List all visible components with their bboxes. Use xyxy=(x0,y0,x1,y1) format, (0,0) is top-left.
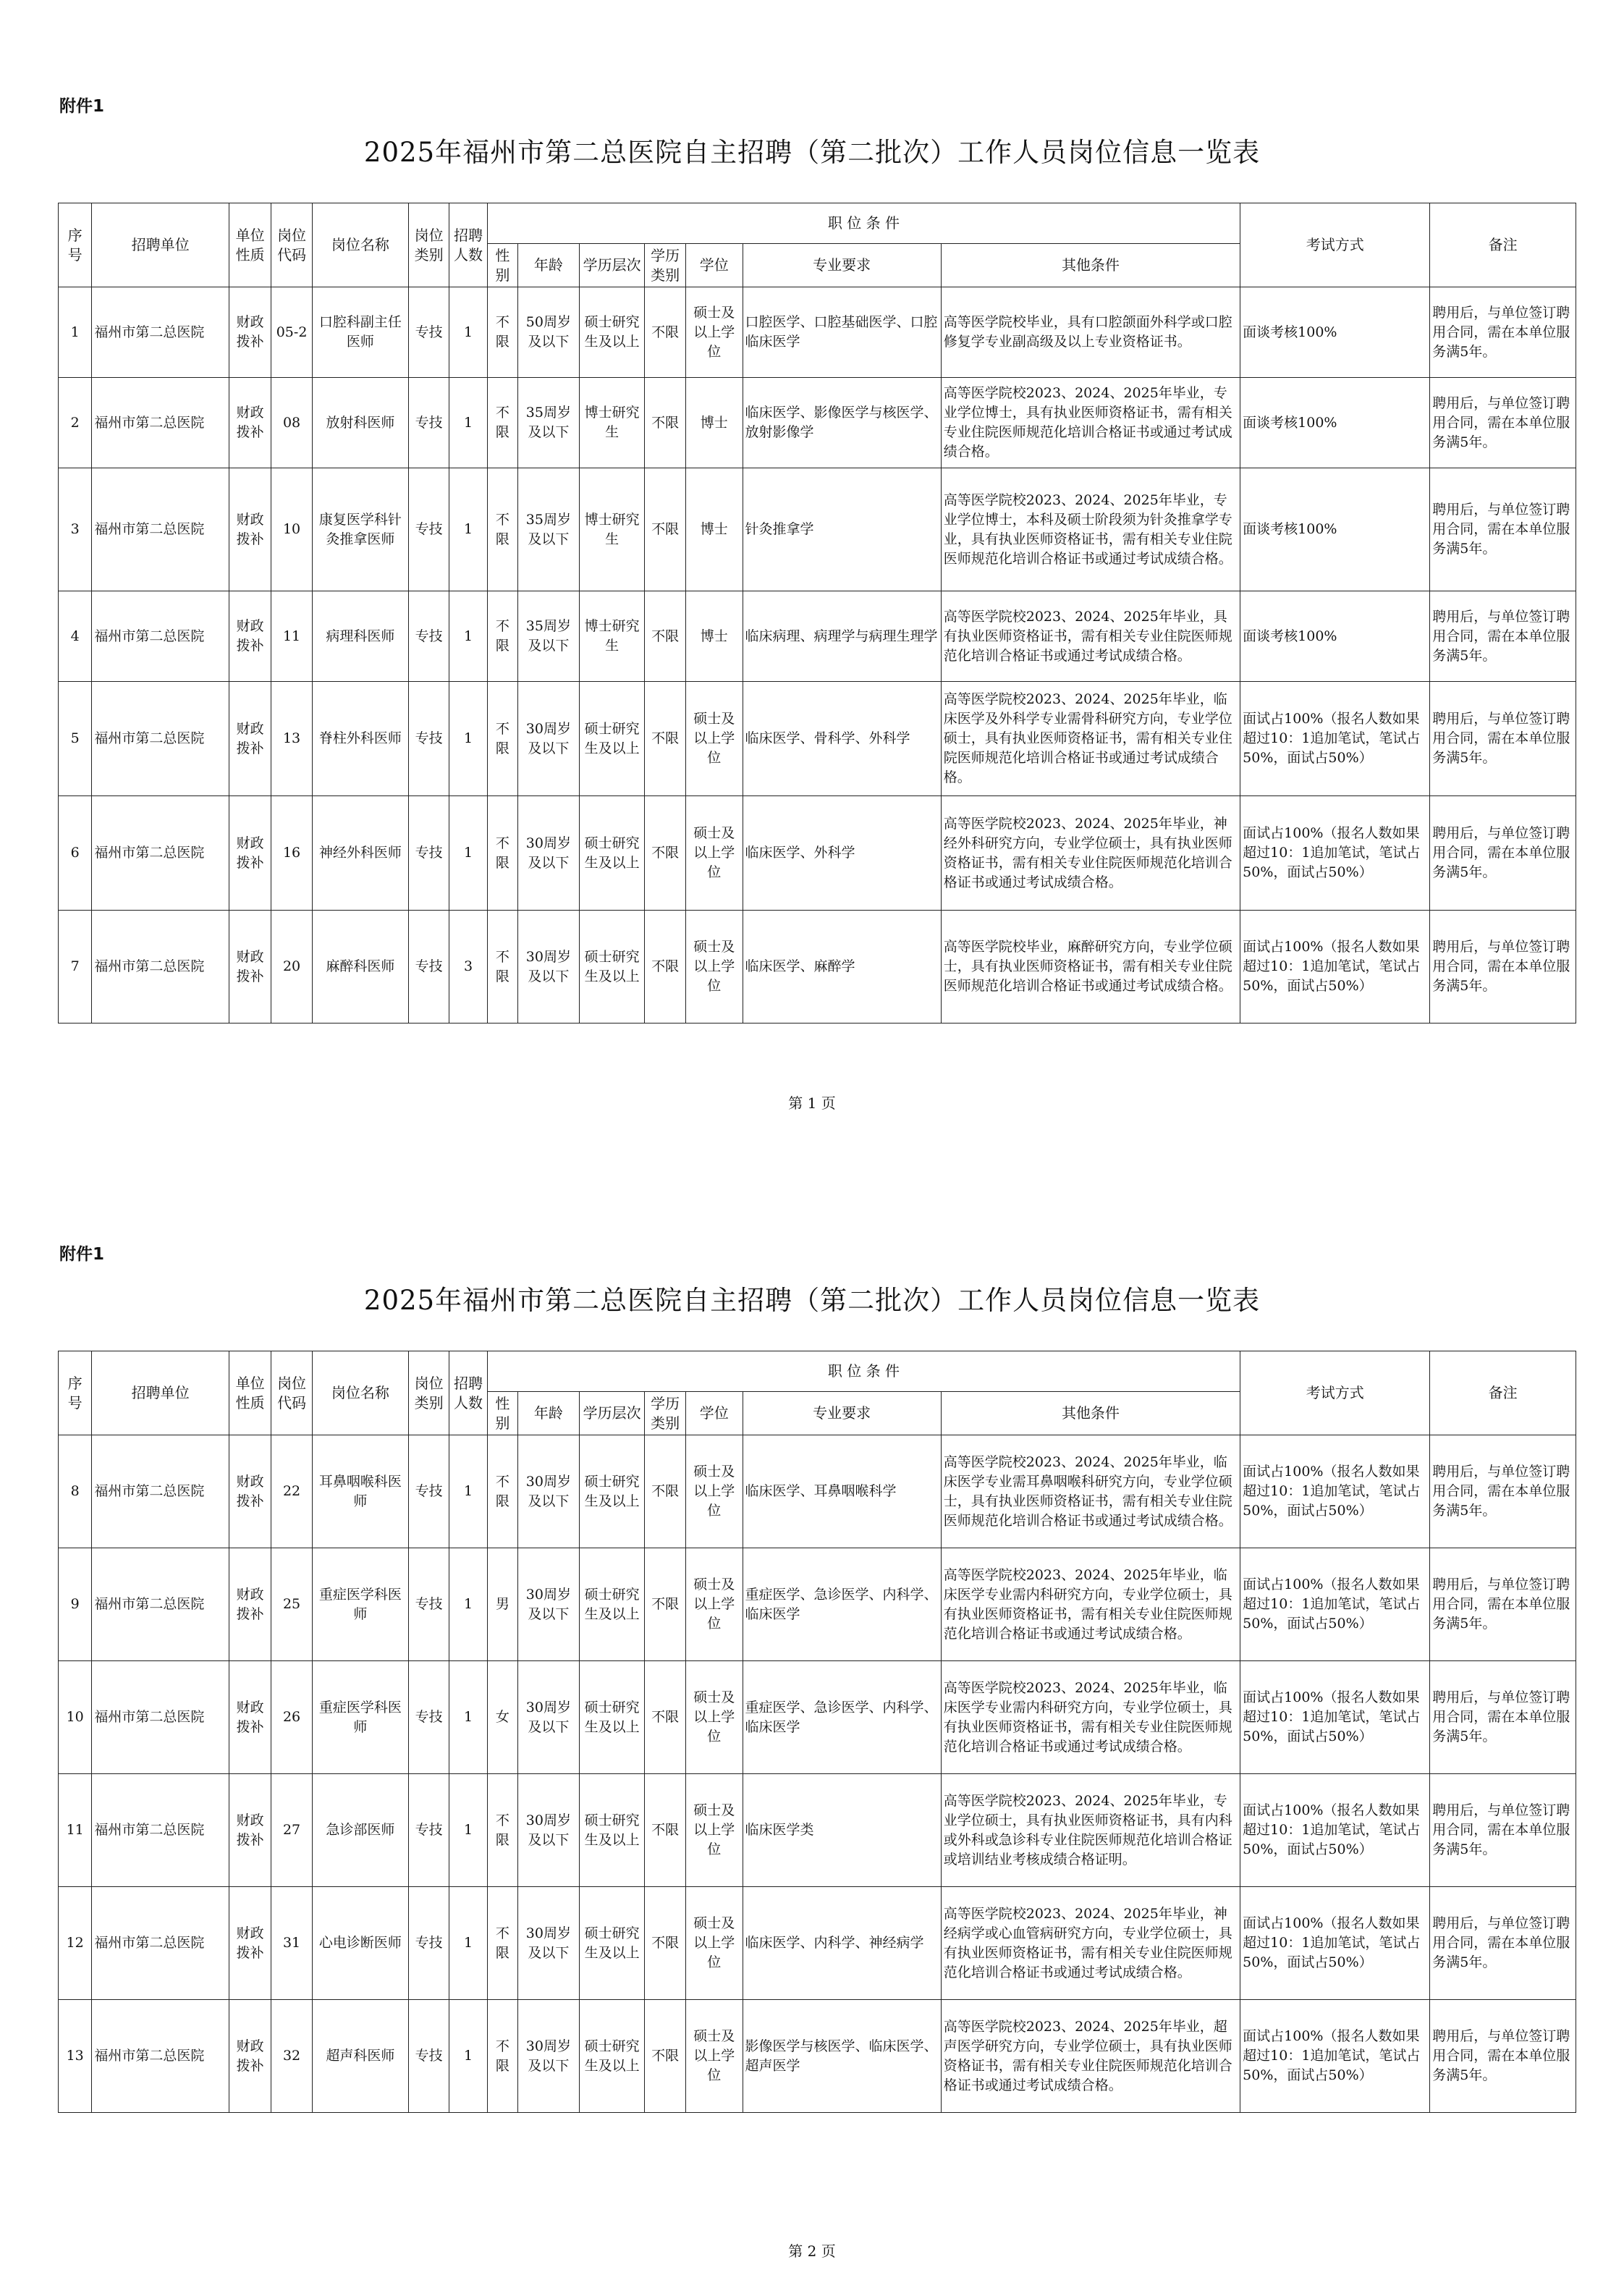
cell-post: 重症医学科医师 xyxy=(312,1548,408,1661)
cell-edu: 硕士研究生及以上 xyxy=(579,911,645,1024)
attachment-label: 附件1 xyxy=(59,97,105,116)
cell-no: 4 xyxy=(59,591,92,682)
cell-age: 30周岁及以下 xyxy=(518,1887,580,2000)
cell-gender: 女 xyxy=(487,1661,517,1774)
cell-other: 高等医学院校2023、2024、2025年毕业，超声医学研究方向，专业学位硕士，具有执业医师资格证书，需有相关专业住院医师规范化培训合格证书或通过考试成绩合格。 xyxy=(941,2000,1240,2113)
header-no: 序号 xyxy=(59,1351,92,1435)
header-gender: 性别 xyxy=(487,244,517,287)
cell-count: 1 xyxy=(449,591,487,682)
cell-gender: 男 xyxy=(487,1548,517,1661)
cell-gender: 不限 xyxy=(487,1435,517,1548)
cell-category: 专技 xyxy=(408,1548,449,1661)
header-edu-type: 学历类别 xyxy=(645,1392,685,1435)
cell-code: 27 xyxy=(271,1774,312,1887)
header-conditions: 职 位 条 件 xyxy=(487,203,1240,244)
cell-count: 1 xyxy=(449,378,487,468)
cell-age: 30周岁及以下 xyxy=(518,1661,580,1774)
header-remark: 备注 xyxy=(1430,1351,1576,1435)
cell-gender: 不限 xyxy=(487,2000,517,2113)
header-exam: 考试方式 xyxy=(1240,1351,1430,1435)
cell-post: 麻醉科医师 xyxy=(312,911,408,1024)
cell-post: 耳鼻咽喉科医师 xyxy=(312,1435,408,1548)
header-edu: 学历层次 xyxy=(579,1392,645,1435)
table-row xyxy=(59,287,1576,378)
cell-unit: 福州市第二总医院 xyxy=(92,1548,229,1661)
cell-exam: 面谈考核100% xyxy=(1240,468,1430,591)
cell-code: 20 xyxy=(271,911,312,1024)
cell-other: 高等医学院校毕业，具有口腔颌面外科学或口腔修复学专业副高级及以上专业资格证书。 xyxy=(941,287,1240,378)
cell-no: 7 xyxy=(59,911,92,1024)
cell-code: 10 xyxy=(271,468,312,591)
cell-code: 08 xyxy=(271,378,312,468)
cell-edu-type: 不限 xyxy=(645,1661,685,1774)
cell-nature: 财政拨补 xyxy=(229,911,271,1024)
cell-nature: 财政拨补 xyxy=(229,591,271,682)
header-post: 岗位名称 xyxy=(312,203,408,287)
cell-post: 超声科医师 xyxy=(312,2000,408,2113)
cell-count: 1 xyxy=(449,287,487,378)
cell-exam: 面试占100%（报名人数如果超过10：1追加笔试，笔试占50%，面试占50%） xyxy=(1240,796,1430,911)
cell-remark: 聘用后，与单位签订聘用合同，需在本单位服务满5年。 xyxy=(1430,1774,1576,1887)
header-major: 专业要求 xyxy=(743,1392,941,1435)
cell-nature: 财政拨补 xyxy=(229,796,271,911)
cell-remark: 聘用后，与单位签订聘用合同，需在本单位服务满5年。 xyxy=(1430,911,1576,1024)
cell-unit: 福州市第二总医院 xyxy=(92,1774,229,1887)
cell-degree: 硕士及以上学位 xyxy=(685,1774,743,1887)
cell-gender: 不限 xyxy=(487,1887,517,2000)
cell-nature: 财政拨补 xyxy=(229,1774,271,1887)
cell-other: 高等医学院校2023、2024、2025年毕业，专业学位博士，本科及硕士阶段须为针灸推拿学专业，具有执业医师资格证书，需有相关专业住院医师规范化培训合格证书或通过考试成绩合格。 xyxy=(941,468,1240,591)
header-nature: 单位性质 xyxy=(229,203,271,287)
cell-category: 专技 xyxy=(408,287,449,378)
cell-count: 3 xyxy=(449,911,487,1024)
cell-code: 05-2 xyxy=(271,287,312,378)
header-count: 招聘人数 xyxy=(449,1351,487,1435)
header-category: 岗位类别 xyxy=(408,1351,449,1435)
cell-unit: 福州市第二总医院 xyxy=(92,378,229,468)
table-row xyxy=(59,911,1576,1024)
cell-gender: 不限 xyxy=(487,1774,517,1887)
cell-degree: 硕士及以上学位 xyxy=(685,287,743,378)
cell-edu: 硕士研究生及以上 xyxy=(579,287,645,378)
cell-edu-type: 不限 xyxy=(645,378,685,468)
cell-major: 重症医学、急诊医学、内科学、临床医学 xyxy=(743,1661,941,1774)
cell-post: 康复医学科针灸推拿医师 xyxy=(312,468,408,591)
cell-no: 2 xyxy=(59,378,92,468)
cell-edu-type: 不限 xyxy=(645,1887,685,2000)
header-degree: 学位 xyxy=(685,1392,743,1435)
cell-degree: 硕士及以上学位 xyxy=(685,1887,743,2000)
cell-edu: 硕士研究生及以上 xyxy=(579,1774,645,1887)
cell-other: 高等医学院校2023、2024、2025年毕业，临床医学专业需内科研究方向，专业学位硕士，具有执业医师资格证书，需有相关专业住院医师规范化培训合格证书或通过考试成绩合格。 xyxy=(941,1661,1240,1774)
cell-code: 31 xyxy=(271,1887,312,2000)
cell-age: 30周岁及以下 xyxy=(518,1548,580,1661)
cell-post: 脊柱外科医师 xyxy=(312,682,408,796)
cell-major: 重症医学、急诊医学、内科学、临床医学 xyxy=(743,1548,941,1661)
cell-edu-type: 不限 xyxy=(645,1435,685,1548)
cell-count: 1 xyxy=(449,1887,487,2000)
cell-category: 专技 xyxy=(408,911,449,1024)
cell-other: 高等医学院校2023、2024、2025年毕业，专业学位硕士，具有执业医师资格证书，具有内科或外科或急诊科专业住院医师规范化培训合格证或培训结业考核成绩合格证明。 xyxy=(941,1774,1240,1887)
cell-edu: 硕士研究生及以上 xyxy=(579,682,645,796)
cell-gender: 不限 xyxy=(487,591,517,682)
cell-category: 专技 xyxy=(408,1435,449,1548)
cell-age: 30周岁及以下 xyxy=(518,911,580,1024)
cell-post: 放射科医师 xyxy=(312,378,408,468)
table-row xyxy=(59,2000,1576,2113)
header-no: 序号 xyxy=(59,203,92,287)
cell-unit: 福州市第二总医院 xyxy=(92,468,229,591)
cell-no: 12 xyxy=(59,1887,92,2000)
table-row xyxy=(59,468,1576,591)
cell-gender: 不限 xyxy=(487,911,517,1024)
cell-no: 11 xyxy=(59,1774,92,1887)
cell-other: 高等医学院校2023、2024、2025年毕业，临床医学专业需耳鼻咽喉科研究方向，专业学位硕士，具有执业医师资格证书，需有相关专业住院医师规范化培训合格证书或通过考试成绩合格。 xyxy=(941,1435,1240,1548)
cell-gender: 不限 xyxy=(487,796,517,911)
cell-category: 专技 xyxy=(408,2000,449,2113)
cell-nature: 财政拨补 xyxy=(229,682,271,796)
cell-major: 口腔医学、口腔基础医学、口腔临床医学 xyxy=(743,287,941,378)
cell-exam: 面试占100%（报名人数如果超过10：1追加笔试，笔试占50%，面试占50%） xyxy=(1240,1661,1430,1774)
header-remark: 备注 xyxy=(1430,203,1576,287)
cell-count: 1 xyxy=(449,1435,487,1548)
cell-edu: 博士研究生 xyxy=(579,591,645,682)
header-edu-type: 学历类别 xyxy=(645,244,685,287)
cell-degree: 博士 xyxy=(685,468,743,591)
table-row xyxy=(59,1435,1576,1548)
table-row xyxy=(59,378,1576,468)
header-gender: 性别 xyxy=(487,1392,517,1435)
cell-age: 30周岁及以下 xyxy=(518,682,580,796)
cell-remark: 聘用后，与单位签订聘用合同，需在本单位服务满5年。 xyxy=(1430,796,1576,911)
cell-edu: 硕士研究生及以上 xyxy=(579,2000,645,2113)
cell-degree: 硕士及以上学位 xyxy=(685,796,743,911)
cell-no: 1 xyxy=(59,287,92,378)
cell-code: 13 xyxy=(271,682,312,796)
cell-no: 10 xyxy=(59,1661,92,1774)
header-edu: 学历层次 xyxy=(579,244,645,287)
cell-degree: 硕士及以上学位 xyxy=(685,682,743,796)
cell-other: 高等医学院校2023、2024、2025年毕业，专业学位博士，具有执业医师资格证书，需有相关专业住院医师规范化培训合格证书或通过考试成绩合格。 xyxy=(941,378,1240,468)
cell-edu-type: 不限 xyxy=(645,287,685,378)
cell-nature: 财政拨补 xyxy=(229,2000,271,2113)
positions-table xyxy=(58,203,1576,1024)
cell-age: 35周岁及以下 xyxy=(518,378,580,468)
cell-unit: 福州市第二总医院 xyxy=(92,1435,229,1548)
cell-edu-type: 不限 xyxy=(645,2000,685,2113)
cell-exam: 面试占100%（报名人数如果超过10：1追加笔试，笔试占50%，面试占50%） xyxy=(1240,1548,1430,1661)
cell-category: 专技 xyxy=(408,378,449,468)
cell-unit: 福州市第二总医院 xyxy=(92,1661,229,1774)
cell-unit: 福州市第二总医院 xyxy=(92,2000,229,2113)
cell-edu-type: 不限 xyxy=(645,682,685,796)
table-row xyxy=(59,682,1576,796)
cell-remark: 聘用后，与单位签订聘用合同，需在本单位服务满5年。 xyxy=(1430,2000,1576,2113)
header-code: 岗位代码 xyxy=(271,1351,312,1435)
cell-exam: 面试占100%（报名人数如果超过10：1追加笔试，笔试占50%，面试占50%） xyxy=(1240,1887,1430,2000)
header-post: 岗位名称 xyxy=(312,1351,408,1435)
header-category: 岗位类别 xyxy=(408,203,449,287)
cell-major: 临床医学、内科学、神经病学 xyxy=(743,1887,941,2000)
cell-gender: 不限 xyxy=(487,682,517,796)
cell-no: 5 xyxy=(59,682,92,796)
cell-major: 临床病理、病理学与病理生理学 xyxy=(743,591,941,682)
cell-count: 1 xyxy=(449,796,487,911)
cell-age: 30周岁及以下 xyxy=(518,2000,580,2113)
cell-edu: 博士研究生 xyxy=(579,468,645,591)
cell-count: 1 xyxy=(449,1548,487,1661)
cell-exam: 面试占100%（报名人数如果超过10：1追加笔试，笔试占50%，面试占50%） xyxy=(1240,1774,1430,1887)
cell-degree: 硕士及以上学位 xyxy=(685,1661,743,1774)
header-other: 其他条件 xyxy=(941,244,1240,287)
positions-table xyxy=(58,1351,1576,2113)
cell-nature: 财政拨补 xyxy=(229,378,271,468)
cell-major: 临床医学、骨科学、外科学 xyxy=(743,682,941,796)
cell-other: 高等医学院校2023、2024、2025年毕业，临床医学专业需内科研究方向，专业学位硕士，具有执业医师资格证书，需有相关专业住院医师规范化培训合格证书或通过考试成绩合格。 xyxy=(941,1548,1240,1661)
cell-category: 专技 xyxy=(408,682,449,796)
attachment-label: 附件1 xyxy=(59,1245,105,1264)
cell-major: 临床医学、麻醉学 xyxy=(743,911,941,1024)
cell-no: 13 xyxy=(59,2000,92,2113)
cell-post: 重症医学科医师 xyxy=(312,1661,408,1774)
cell-edu-type: 不限 xyxy=(645,1774,685,1887)
cell-gender: 不限 xyxy=(487,287,517,378)
cell-no: 8 xyxy=(59,1435,92,1548)
page-number: 第 1 页 xyxy=(788,1094,836,1112)
cell-unit: 福州市第二总医院 xyxy=(92,287,229,378)
table-row xyxy=(59,796,1576,911)
header-other: 其他条件 xyxy=(941,1392,1240,1435)
cell-code: 22 xyxy=(271,1435,312,1548)
cell-other: 高等医学院校2023、2024、2025年毕业，临床医学及外科学专业需骨科研究方向，专业学位硕士，具有执业医师资格证书，需有相关专业住院医师规范化培训合格证书或通过考试成绩合格。 xyxy=(941,682,1240,796)
cell-edu-type: 不限 xyxy=(645,468,685,591)
header-unit: 招聘单位 xyxy=(92,1351,229,1435)
cell-edu: 硕士研究生及以上 xyxy=(579,796,645,911)
header-unit: 招聘单位 xyxy=(92,203,229,287)
cell-major: 临床医学、影像医学与核医学、放射影像学 xyxy=(743,378,941,468)
cell-degree: 硕士及以上学位 xyxy=(685,1435,743,1548)
page-title: 2025年福州市第二总医院自主招聘（第二批次）工作人员岗位信息一览表 xyxy=(363,137,1261,168)
cell-no: 3 xyxy=(59,468,92,591)
cell-post: 病理科医师 xyxy=(312,591,408,682)
cell-remark: 聘用后，与单位签订聘用合同，需在本单位服务满5年。 xyxy=(1430,1661,1576,1774)
cell-edu-type: 不限 xyxy=(645,591,685,682)
header-major: 专业要求 xyxy=(743,244,941,287)
header-age: 年龄 xyxy=(518,244,580,287)
header-nature: 单位性质 xyxy=(229,1351,271,1435)
cell-age: 35周岁及以下 xyxy=(518,468,580,591)
cell-remark: 聘用后，与单位签订聘用合同，需在本单位服务满5年。 xyxy=(1430,1548,1576,1661)
cell-major: 临床医学、外科学 xyxy=(743,796,941,911)
cell-exam: 面试占100%（报名人数如果超过10：1追加笔试，笔试占50%，面试占50%） xyxy=(1240,682,1430,796)
cell-edu: 博士研究生 xyxy=(579,378,645,468)
page-title: 2025年福州市第二总医院自主招聘（第二批次）工作人员岗位信息一览表 xyxy=(363,1285,1261,1316)
cell-edu: 硕士研究生及以上 xyxy=(579,1661,645,1774)
cell-edu-type: 不限 xyxy=(645,1548,685,1661)
header-conditions: 职 位 条 件 xyxy=(487,1351,1240,1392)
header-count: 招聘人数 xyxy=(449,203,487,287)
cell-exam: 面谈考核100% xyxy=(1240,591,1430,682)
cell-other: 高等医学院校2023、2024、2025年毕业，具有执业医师资格证书，需有相关专业住院医师规范化培训合格证书或通过考试成绩合格。 xyxy=(941,591,1240,682)
cell-unit: 福州市第二总医院 xyxy=(92,911,229,1024)
cell-category: 专技 xyxy=(408,468,449,591)
cell-code: 25 xyxy=(271,1548,312,1661)
cell-category: 专技 xyxy=(408,796,449,911)
cell-nature: 财政拨补 xyxy=(229,1661,271,1774)
cell-major: 临床医学、耳鼻咽喉科学 xyxy=(743,1435,941,1548)
cell-nature: 财政拨补 xyxy=(229,1435,271,1548)
cell-unit: 福州市第二总医院 xyxy=(92,796,229,911)
cell-remark: 聘用后，与单位签订聘用合同，需在本单位服务满5年。 xyxy=(1430,591,1576,682)
cell-nature: 财政拨补 xyxy=(229,1887,271,2000)
cell-no: 9 xyxy=(59,1548,92,1661)
cell-degree: 硕士及以上学位 xyxy=(685,1548,743,1661)
cell-nature: 财政拨补 xyxy=(229,468,271,591)
cell-major: 影像医学与核医学、临床医学、超声医学 xyxy=(743,2000,941,2113)
cell-age: 50周岁及以下 xyxy=(518,287,580,378)
cell-unit: 福州市第二总医院 xyxy=(92,682,229,796)
cell-remark: 聘用后，与单位签订聘用合同，需在本单位服务满5年。 xyxy=(1430,1435,1576,1548)
cell-remark: 聘用后，与单位签订聘用合同，需在本单位服务满5年。 xyxy=(1430,682,1576,796)
cell-exam: 面试占100%（报名人数如果超过10：1追加笔试，笔试占50%，面试占50%） xyxy=(1240,2000,1430,2113)
cell-gender: 不限 xyxy=(487,468,517,591)
cell-category: 专技 xyxy=(408,1887,449,2000)
page-number: 第 2 页 xyxy=(788,2242,836,2260)
table-row xyxy=(59,1887,1576,2000)
cell-nature: 财政拨补 xyxy=(229,1548,271,1661)
cell-degree: 博士 xyxy=(685,591,743,682)
cell-edu-type: 不限 xyxy=(645,796,685,911)
cell-edu: 硕士研究生及以上 xyxy=(579,1548,645,1661)
cell-exam: 面谈考核100% xyxy=(1240,378,1430,468)
cell-major: 针灸推拿学 xyxy=(743,468,941,591)
cell-other: 高等医学院校毕业，麻醉研究方向，专业学位硕士，具有执业医师资格证书，需有相关专业住院医师规范化培训合格证书或通过考试成绩合格。 xyxy=(941,911,1240,1024)
cell-category: 专技 xyxy=(408,1661,449,1774)
cell-count: 1 xyxy=(449,2000,487,2113)
cell-age: 30周岁及以下 xyxy=(518,796,580,911)
cell-edu: 硕士研究生及以上 xyxy=(579,1887,645,2000)
table-row xyxy=(59,1661,1576,1774)
cell-code: 32 xyxy=(271,2000,312,2113)
cell-code: 26 xyxy=(271,1661,312,1774)
header-age: 年龄 xyxy=(518,1392,580,1435)
cell-age: 35周岁及以下 xyxy=(518,591,580,682)
cell-remark: 聘用后，与单位签订聘用合同，需在本单位服务满5年。 xyxy=(1430,468,1576,591)
header-degree: 学位 xyxy=(685,244,743,287)
cell-major: 临床医学类 xyxy=(743,1774,941,1887)
cell-degree: 博士 xyxy=(685,378,743,468)
cell-other: 高等医学院校2023、2024、2025年毕业，神经外科研究方向，专业学位硕士，具有执业医师资格证书，需有相关专业住院医师规范化培训合格证书或通过考试成绩合格。 xyxy=(941,796,1240,911)
table-row xyxy=(59,1774,1576,1887)
cell-nature: 财政拨补 xyxy=(229,287,271,378)
header-code: 岗位代码 xyxy=(271,203,312,287)
cell-code: 11 xyxy=(271,591,312,682)
cell-other: 高等医学院校2023、2024、2025年毕业，神经病学或心血管病研究方向，专业学位硕士，具有执业医师资格证书，需有相关专业住院医师规范化培训合格证书或通过考试成绩合格。 xyxy=(941,1887,1240,2000)
cell-count: 1 xyxy=(449,468,487,591)
cell-no: 6 xyxy=(59,796,92,911)
cell-remark: 聘用后，与单位签订聘用合同，需在本单位服务满5年。 xyxy=(1430,287,1576,378)
header-exam: 考试方式 xyxy=(1240,203,1430,287)
cell-count: 1 xyxy=(449,1661,487,1774)
cell-age: 30周岁及以下 xyxy=(518,1435,580,1548)
cell-category: 专技 xyxy=(408,591,449,682)
cell-exam: 面谈考核100% xyxy=(1240,287,1430,378)
cell-unit: 福州市第二总医院 xyxy=(92,1887,229,2000)
cell-gender: 不限 xyxy=(487,378,517,468)
cell-post: 急诊部医师 xyxy=(312,1774,408,1887)
cell-remark: 聘用后，与单位签订聘用合同，需在本单位服务满5年。 xyxy=(1430,378,1576,468)
cell-category: 专技 xyxy=(408,1774,449,1887)
cell-degree: 硕士及以上学位 xyxy=(685,911,743,1024)
cell-degree: 硕士及以上学位 xyxy=(685,2000,743,2113)
table-row xyxy=(59,1548,1576,1661)
cell-age: 30周岁及以下 xyxy=(518,1774,580,1887)
cell-post: 神经外科医师 xyxy=(312,796,408,911)
cell-count: 1 xyxy=(449,1774,487,1887)
cell-edu-type: 不限 xyxy=(645,911,685,1024)
table-row xyxy=(59,591,1576,682)
cell-post: 心电诊断医师 xyxy=(312,1887,408,2000)
cell-remark: 聘用后，与单位签订聘用合同，需在本单位服务满5年。 xyxy=(1430,1887,1576,2000)
cell-exam: 面试占100%（报名人数如果超过10：1追加笔试，笔试占50%，面试占50%） xyxy=(1240,1435,1430,1548)
cell-post: 口腔科副主任医师 xyxy=(312,287,408,378)
cell-edu: 硕士研究生及以上 xyxy=(579,1435,645,1548)
cell-exam: 面试占100%（报名人数如果超过10：1追加笔试，笔试占50%，面试占50%） xyxy=(1240,911,1430,1024)
cell-count: 1 xyxy=(449,682,487,796)
cell-unit: 福州市第二总医院 xyxy=(92,591,229,682)
cell-code: 16 xyxy=(271,796,312,911)
